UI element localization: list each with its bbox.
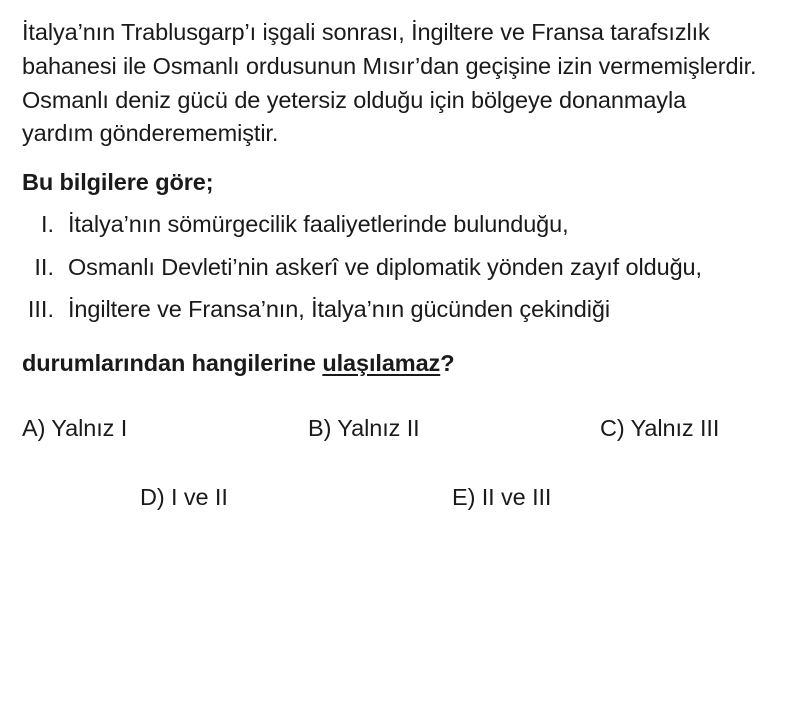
answer-options-row-1	[22, 413, 763, 444]
list-item	[22, 208, 763, 241]
list-item-label: İtalya’nın sömürgecilik faaliyetlerinde bulunduğu,	[68, 211, 569, 238]
answer-option-c[interactable]: C) Yalnız III	[600, 415, 720, 442]
passage-text: İtalya’nın Trablusgarp’ı işgali sonrası, İngiltere ve Fransa tarafsızlık bahanesi ile Osmanlı ordusunun Mısır’dan geçişine izin vermemişlerdir. Osmanlı deniz gücü de yetersiz olduğu için bölgeye donanmayla yardım gönderememiştir.	[22, 19, 757, 147]
list-item-numeral: III.	[27, 296, 54, 323]
question-prompt-suffix: ?	[440, 350, 455, 377]
question-prompt-emphasis: ulaşılamaz	[322, 350, 441, 377]
list-item	[22, 251, 763, 284]
question-prompt	[22, 350, 763, 377]
list-item-numeral: I.	[40, 211, 54, 238]
lead-in-text: Bu bilgilere göre;	[22, 169, 214, 196]
answer-option-d[interactable]: D) I ve II	[140, 483, 228, 510]
list-item-label: Osmanlı Devleti’nin askerî ve diplomatik yönden zayıf olduğu,	[68, 253, 702, 280]
list-item-label: İngiltere ve Fransa’nın, İtalya’nın gücünden çekindiği	[68, 296, 610, 323]
list-item-numeral: II.	[34, 253, 54, 280]
answer-options-row-2	[22, 482, 763, 513]
answer-option-b[interactable]: B) Yalnız II	[308, 415, 420, 442]
list-item	[22, 293, 763, 326]
answer-option-a[interactable]: A) Yalnız I	[22, 415, 128, 442]
answer-option-e[interactable]: E) II ve III	[452, 483, 552, 510]
roman-numeral-list	[22, 208, 763, 326]
question-prompt-prefix: durumlarından hangilerine	[22, 350, 323, 377]
